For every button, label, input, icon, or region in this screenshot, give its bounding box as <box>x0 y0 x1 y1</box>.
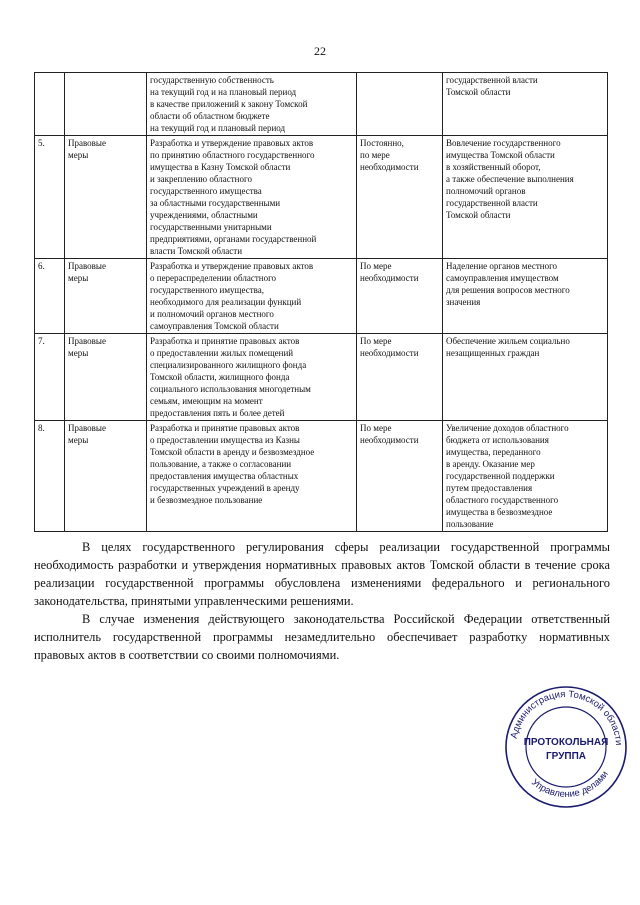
cell-line: о предоставлении жилых помещений <box>150 348 294 358</box>
cell-line: самоуправления имуществом <box>446 273 559 283</box>
cell-result <box>443 259 608 334</box>
table-row <box>35 334 608 421</box>
cell-line: Правовые <box>68 423 106 433</box>
cell-line: и закреплению областного <box>150 174 252 184</box>
cell-line: государственными унитарными <box>150 222 272 232</box>
cell-line: Правовые <box>68 336 106 346</box>
paragraph-regulation: В целях государственного регулирования сферы реализации государственной программы необходимость разработки и утверждения нормативных правовых актов Томской области в течение срока реализации государственной программы обусловлена изменениями федерального и регионального законодательства, принятыми управленческими решениями. <box>34 540 610 608</box>
cell-line: По мере <box>360 423 392 433</box>
cell-line: Томской области <box>446 210 511 220</box>
cell-line: меры <box>68 273 89 283</box>
cell-num: 8. <box>35 421 65 532</box>
cell-num: 6. <box>35 259 65 334</box>
cell-content <box>147 136 357 259</box>
cell-term <box>357 334 443 421</box>
cell-line: Томской области, жилищного фонда <box>150 372 290 382</box>
cell-line: государственной поддержки <box>446 471 555 481</box>
table-row <box>35 73 608 136</box>
cell-num: 7. <box>35 334 65 421</box>
cell-line: имущества в безвозмездное <box>446 507 553 517</box>
cell-line: меры <box>68 150 89 160</box>
cell-line: имущества, переданного <box>446 447 541 457</box>
cell-line: самоуправления Томской области <box>150 321 279 331</box>
cell-line: меры <box>68 435 89 445</box>
cell-line: областного государственного <box>446 495 559 505</box>
official-stamp <box>502 683 630 811</box>
cell-line: Наделение органов местного <box>446 261 558 271</box>
cell-line: Вовлечение государственного <box>446 138 561 148</box>
cell-line: необходимости <box>360 273 419 283</box>
table-row <box>35 259 608 334</box>
cell-line: Томской области в аренду и безвозмездное <box>150 447 315 457</box>
cell-line: государственных учреждений в аренду <box>150 483 300 493</box>
cell-line: области об областном бюджете <box>150 111 270 121</box>
cell-line: предоставления имущества областных <box>150 471 299 481</box>
cell-line: Томской области <box>446 87 511 97</box>
cell-line: предприятиями, органами государственной <box>150 234 317 244</box>
cell-line: власти Томской области <box>150 246 243 256</box>
cell-term <box>357 259 443 334</box>
cell-line: По мере <box>360 261 392 271</box>
cell-line: необходимого для реализации функций <box>150 297 302 307</box>
cell-line: необходимости <box>360 348 419 358</box>
cell-line: социального использования многодетным <box>150 384 311 394</box>
cell-line: меры <box>68 348 89 358</box>
cell-line: в хозяйственный оборот, <box>446 162 541 172</box>
cell-type <box>65 334 147 421</box>
cell-line: государственной власти <box>446 75 538 85</box>
cell-line: а также обеспечение выполнения <box>446 174 574 184</box>
cell-line: Разработка и утверждение правовых актов <box>150 261 314 271</box>
cell-line: по мере <box>360 150 390 160</box>
cell-line: имущества в Казну Томской области <box>150 162 291 172</box>
stamp-center-line1: ПРОТОКОЛЬНАЯ <box>523 737 609 748</box>
cell-line: необходимости <box>360 162 419 172</box>
cell-line: Правовые <box>68 138 106 148</box>
cell-line: пользование, а также о согласовании <box>150 459 292 469</box>
table-row <box>35 136 608 259</box>
cell-content <box>147 334 357 421</box>
cell-line: учреждениями, областными <box>150 210 258 220</box>
cell-line: в качестве приложений к закону Томской <box>150 99 308 109</box>
cell-line: имущества Томской области <box>446 150 555 160</box>
cell-type <box>65 421 147 532</box>
cell-term <box>357 73 443 136</box>
cell-line: в аренду. Оказание мер <box>446 459 535 469</box>
cell-line: полномочий органов <box>446 186 526 196</box>
cell-line: государственной власти <box>446 198 538 208</box>
cell-result <box>443 136 608 259</box>
stamp-center-line2: ГРУППА <box>545 751 587 762</box>
cell-line: По мере <box>360 336 392 346</box>
cell-line: значения <box>446 297 481 307</box>
cell-line: необходимости <box>360 435 419 445</box>
table-body <box>35 73 608 532</box>
cell-line: Разработка и принятие правовых актов <box>150 336 300 346</box>
cell-line: Разработка и принятие правовых актов <box>150 423 300 433</box>
cell-num: 5. <box>35 136 65 259</box>
cell-line: по принятию областного государственного <box>150 150 315 160</box>
cell-line: Постоянно, <box>360 138 404 148</box>
cell-type <box>65 136 147 259</box>
paragraph-legislation-change: В случае изменения действующего законодательства Российской Федерации ответственный исполнитель государственной программы незамедлительно обеспечивает разработку нормативных правовых актов в соответствии со своими полномочиями. <box>34 612 610 662</box>
cell-result <box>443 421 608 532</box>
cell-line: Обеспечение жильем социально <box>446 336 570 346</box>
cell-line: государственного имущества <box>150 186 262 196</box>
cell-line: специализированного жилищного фонда <box>150 360 307 370</box>
stamp-outer-text: Администрация Томской области <box>508 688 625 746</box>
cell-line: за областными государственными <box>150 198 281 208</box>
cell-term <box>357 136 443 259</box>
cell-line: о предоставлении имущества из Казны <box>150 435 300 445</box>
cell-line: пользование <box>446 519 494 529</box>
body-text <box>34 538 610 664</box>
cell-result <box>443 334 608 421</box>
cell-line: государственного имущества, <box>150 285 265 295</box>
cell-line: предоставления пять и более детей <box>150 408 285 418</box>
cell-line: бюджета от использования <box>446 435 549 445</box>
cell-line: на текущий год и плановый период <box>150 123 286 133</box>
cell-line: Правовые <box>68 261 106 271</box>
cell-content <box>147 73 357 136</box>
cell-line: Увеличение доходов областного <box>446 423 569 433</box>
cell-line: путем предоставления <box>446 483 533 493</box>
cell-result <box>443 73 608 136</box>
cell-line: и безвозмездное пользование <box>150 495 263 505</box>
cell-num <box>35 73 65 136</box>
cell-line: незащищенных граждан <box>446 348 540 358</box>
cell-line: на текущий год и на плановый период <box>150 87 297 97</box>
table-row <box>35 421 608 532</box>
page-number: 22 <box>314 44 326 58</box>
cell-line: для решения вопросов местного <box>446 285 570 295</box>
cell-line: семьям, имеющим на момент <box>150 396 263 406</box>
cell-line: государственную собственность <box>150 75 274 85</box>
cell-line: о перераспределении областного <box>150 273 277 283</box>
cell-content <box>147 421 357 532</box>
stamp-inner-text: Управление делами <box>529 769 611 801</box>
legal-measures-table <box>34 72 608 532</box>
cell-content <box>147 259 357 334</box>
cell-line: и полномочий органов местного <box>150 309 274 319</box>
cell-type <box>65 73 147 136</box>
cell-term <box>357 421 443 532</box>
cell-type <box>65 259 147 334</box>
cell-line: Разработка и утверждение правовых актов <box>150 138 314 148</box>
